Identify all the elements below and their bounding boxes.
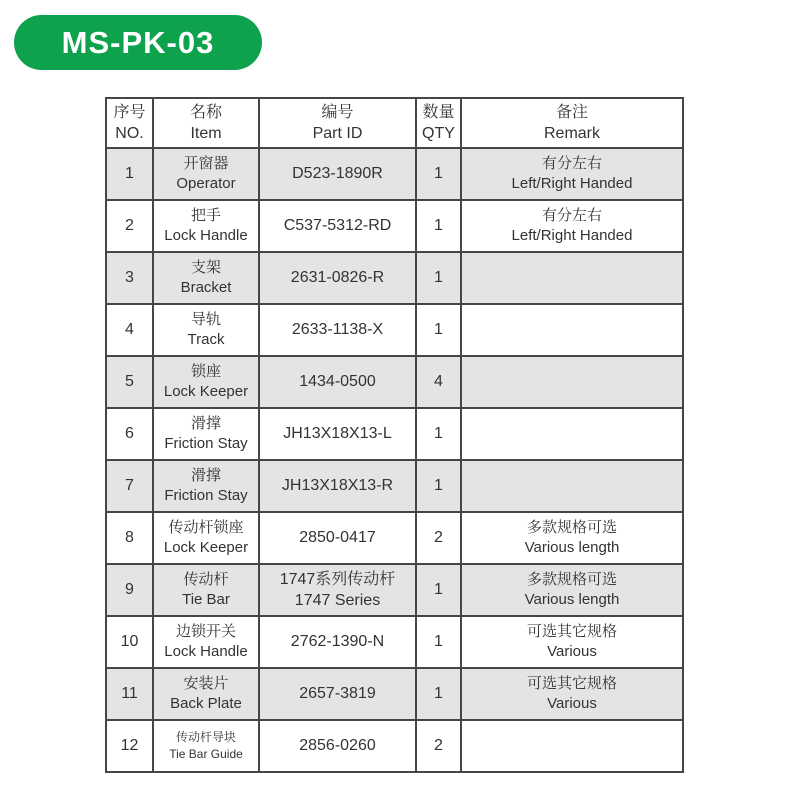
cell-part-id	[259, 356, 416, 408]
part-line-1: 1434-0500	[299, 373, 376, 391]
item-zh-line: 滑撑	[190, 415, 221, 433]
cell-qty: 1	[416, 304, 461, 356]
remark-zh-line: 可选其它规格	[526, 675, 617, 693]
table-row	[106, 668, 683, 720]
cell-no: 12	[106, 720, 153, 772]
column-header-no	[106, 98, 153, 148]
remark-zh-line: 有分左右	[541, 155, 602, 173]
cell-qty: 1	[416, 408, 461, 460]
header-part-zh: 编号	[321, 103, 354, 121]
table-row	[106, 408, 683, 460]
cell-item	[153, 460, 259, 512]
parts-table-body	[106, 148, 683, 772]
table-row	[106, 148, 683, 200]
item-en-line: Operator	[176, 175, 236, 192]
remark-en-line: Left/Right Handed	[511, 175, 633, 192]
column-header-remark	[461, 98, 683, 148]
item-en-line: Back Plate	[170, 695, 242, 712]
cell-remark	[461, 720, 683, 772]
cell-part-id	[259, 668, 416, 720]
cell-no: 4	[106, 304, 153, 356]
remark-en-line: Various length	[524, 591, 620, 608]
cell-qty: 2	[416, 720, 461, 772]
table-row	[106, 512, 683, 564]
part-line-1: D523-1890R	[292, 165, 383, 183]
remark-en-line: Various	[547, 695, 597, 712]
cell-qty: 1	[416, 564, 461, 616]
table-row	[106, 356, 683, 408]
cell-part-id	[259, 252, 416, 304]
cell-no: 9	[106, 564, 153, 616]
cell-no: 1	[106, 148, 153, 200]
item-zh-line: 导轨	[190, 311, 221, 329]
item-en-line: Lock Keeper	[163, 383, 249, 400]
cell-item	[153, 512, 259, 564]
cell-no: 5	[106, 356, 153, 408]
cell-qty: 1	[416, 252, 461, 304]
cell-remark	[461, 564, 683, 616]
model-badge-label: MS-PK-03	[61, 24, 215, 60]
cell-part-id	[259, 408, 416, 460]
cell-qty: 2	[416, 512, 461, 564]
part-line-1: C537-5312-RD	[283, 217, 392, 235]
cell-item	[153, 304, 259, 356]
cell-item	[153, 200, 259, 252]
cell-item	[153, 720, 259, 772]
table-row	[106, 304, 683, 356]
item-zh-line: 滑撑	[190, 467, 221, 485]
item-en-line: Lock Handle	[164, 643, 248, 660]
remark-zh-line: 多款规格可选	[526, 519, 617, 537]
cell-remark	[461, 616, 683, 668]
table-row	[106, 200, 683, 252]
header-part-en: Part ID	[312, 125, 363, 142]
header-item-zh: 名称	[189, 103, 222, 121]
cell-no: 8	[106, 512, 153, 564]
cell-part-id	[259, 460, 416, 512]
cell-part-id	[259, 304, 416, 356]
cell-remark	[461, 512, 683, 564]
cell-qty: 4	[416, 356, 461, 408]
part-line-1: 2850-0417	[299, 529, 376, 547]
cell-qty: 1	[416, 200, 461, 252]
cell-qty: 1	[416, 616, 461, 668]
remark-zh-line: 多款规格可选	[526, 571, 617, 589]
cell-remark	[461, 200, 683, 252]
header-row	[106, 98, 683, 148]
header-qty-zh: 数量	[422, 103, 455, 121]
cell-item	[153, 616, 259, 668]
parts-table	[105, 97, 684, 773]
remark-zh-line: 有分左右	[541, 207, 602, 225]
cell-qty: 1	[416, 460, 461, 512]
cell-remark	[461, 148, 683, 200]
item-zh-line: 支架	[190, 259, 221, 277]
item-en-line: Bracket	[180, 279, 232, 296]
cell-no: 7	[106, 460, 153, 512]
part-line-1: 1747系列传动杆	[279, 570, 396, 588]
cell-item	[153, 408, 259, 460]
cell-part-id	[259, 720, 416, 772]
part-line-1: 2762-1390-N	[290, 633, 385, 651]
cell-qty: 1	[416, 148, 461, 200]
table-row	[106, 720, 683, 772]
cell-no: 2	[106, 200, 153, 252]
cell-remark	[461, 252, 683, 304]
item-en-line: Track	[187, 331, 225, 348]
part-line-1: JH13X18X13-R	[281, 477, 394, 495]
cell-part-id	[259, 200, 416, 252]
cell-item	[153, 148, 259, 200]
header-remark-zh: 备注	[555, 103, 588, 121]
header-no-en: NO.	[115, 125, 144, 142]
cell-no: 6	[106, 408, 153, 460]
item-zh-line: 安装片	[183, 675, 229, 693]
item-zh-line: 把手	[190, 207, 221, 225]
cell-no: 11	[106, 668, 153, 720]
item-en-line: Friction Stay	[164, 487, 248, 504]
remark-en-line: Various length	[524, 539, 620, 556]
cell-remark	[461, 668, 683, 720]
part-line-2: 1747 Series	[294, 592, 381, 609]
cell-item	[153, 564, 259, 616]
part-line-1: 2657-3819	[299, 685, 376, 703]
item-zh-line: 边锁开关	[175, 623, 236, 641]
cell-remark	[461, 356, 683, 408]
cell-part-id	[259, 148, 416, 200]
item-en-line: Lock Handle	[164, 227, 248, 244]
cell-remark	[461, 304, 683, 356]
item-zh-line: 传动杆	[183, 571, 229, 589]
column-header-qty	[416, 98, 461, 148]
part-line-1: 2633-1138-X	[291, 321, 384, 339]
item-zh-line: 传动杆锁座	[168, 519, 244, 537]
column-header-part-id	[259, 98, 416, 148]
cell-no: 3	[106, 252, 153, 304]
table-row	[106, 564, 683, 616]
cell-item	[153, 668, 259, 720]
table-row	[106, 616, 683, 668]
column-header-item	[153, 98, 259, 148]
item-zh-line: 传动杆导块	[175, 730, 236, 745]
cell-qty: 1	[416, 668, 461, 720]
part-line-1: 2631-0826-R	[290, 269, 385, 287]
item-en-line: Tie Bar Guide	[169, 747, 243, 761]
item-en-line: Tie Bar	[182, 591, 230, 608]
cell-item	[153, 252, 259, 304]
cell-part-id	[259, 512, 416, 564]
header-no-zh: 序号	[113, 103, 146, 121]
remark-zh-line: 可选其它规格	[526, 623, 617, 641]
cell-part-id	[259, 564, 416, 616]
part-line-1: 2856-0260	[299, 737, 376, 755]
table-row	[106, 252, 683, 304]
item-zh-line: 开窗器	[183, 155, 229, 173]
cell-remark	[461, 408, 683, 460]
cell-remark	[461, 460, 683, 512]
cell-no: 10	[106, 616, 153, 668]
cell-part-id	[259, 616, 416, 668]
header-qty-en: QTY	[422, 125, 455, 142]
item-zh-line: 锁座	[190, 363, 221, 381]
header-item-en: Item	[190, 125, 222, 142]
model-badge	[14, 15, 262, 70]
part-line-1: JH13X18X13-L	[283, 425, 392, 443]
item-en-line: Friction Stay	[164, 435, 248, 452]
remark-en-line: Left/Right Handed	[511, 227, 633, 244]
item-en-line: Lock Keeper	[163, 539, 249, 556]
cell-item	[153, 356, 259, 408]
parts-table-header	[106, 98, 683, 148]
remark-en-line: Various	[547, 643, 597, 660]
header-remark-en: Remark	[543, 125, 600, 142]
table-row	[106, 460, 683, 512]
